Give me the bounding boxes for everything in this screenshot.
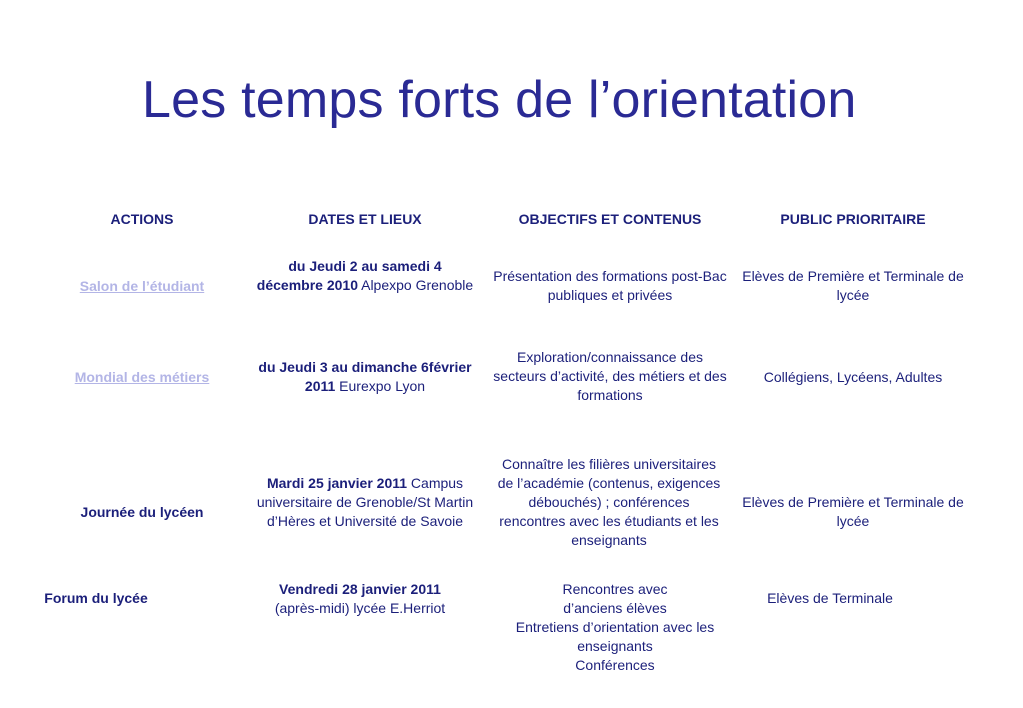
row4-objectif-3: Conférences <box>575 657 655 673</box>
row4-objectif-2: Entretiens d’orientation avec les enseignants <box>515 619 715 654</box>
row2-date-bold: du Jeudi 3 au dimanche 6février 2011 <box>258 359 472 394</box>
row4-public: Elèves de Terminale <box>767 590 893 606</box>
row4-action: Forum du lycée <box>44 590 148 606</box>
row3-dates <box>255 474 475 531</box>
row4-date-bold: Vendredi 28 janvier 2011 <box>279 581 441 597</box>
header-dates: DATES ET LIEUX <box>308 211 422 227</box>
row2-dates <box>255 358 475 396</box>
row2-date-place: Eurexpo Lyon <box>335 378 426 394</box>
link-salon-etudiant[interactable]: Salon de l’étudiant <box>79 278 205 294</box>
row4-date-place: (après-midi) lycée E.Herriot <box>274 600 446 616</box>
header-objectifs: OBJECTIFS ET CONTENUS <box>518 211 702 227</box>
row1-public: Elèves de Première et Terminale de lycée <box>742 268 964 303</box>
row4-objectif-1: Rencontres avec d’anciens élèves <box>562 581 668 616</box>
row2-public: Collégiens, Lycéens, Adultes <box>763 369 943 385</box>
row4-objectifs <box>495 580 735 675</box>
row3-action: Journée du lycéen <box>80 504 204 520</box>
row3-date-place: Campus universitaire de Grenoble/St Martin d’Hères et Université de Savoie <box>256 475 474 529</box>
row4-dates <box>250 580 470 618</box>
header-public: PUBLIC PRIORITAIRE <box>780 211 926 227</box>
header-actions: ACTIONS <box>110 211 174 227</box>
row1-date-place: Alpexpo Grenoble <box>357 277 474 293</box>
row1-objectifs: Présentation des formations post-Bac publiques et privées <box>493 268 727 303</box>
row2-objectifs: Exploration/connaissance des secteurs d’activité, des métiers et des formations <box>493 349 727 403</box>
row3-date-bold: Mardi 25 janvier 2011 <box>266 475 408 491</box>
row1-date-bold: du Jeudi 2 au samedi 4 décembre 2010 <box>256 258 442 293</box>
row3-objectifs: Connaître les filières universitaires de l’académie (contenus, exigences débouchés) ; conférences rencontres avec les étudiants et les enseignants <box>497 456 721 548</box>
row1-dates <box>255 257 475 295</box>
page-title: Les temps forts de l’orientation <box>142 71 857 129</box>
row3-public: Elèves de Première et Terminale de lycée <box>742 494 964 529</box>
link-mondial-metiers[interactable]: Mondial des métiers <box>74 369 210 385</box>
